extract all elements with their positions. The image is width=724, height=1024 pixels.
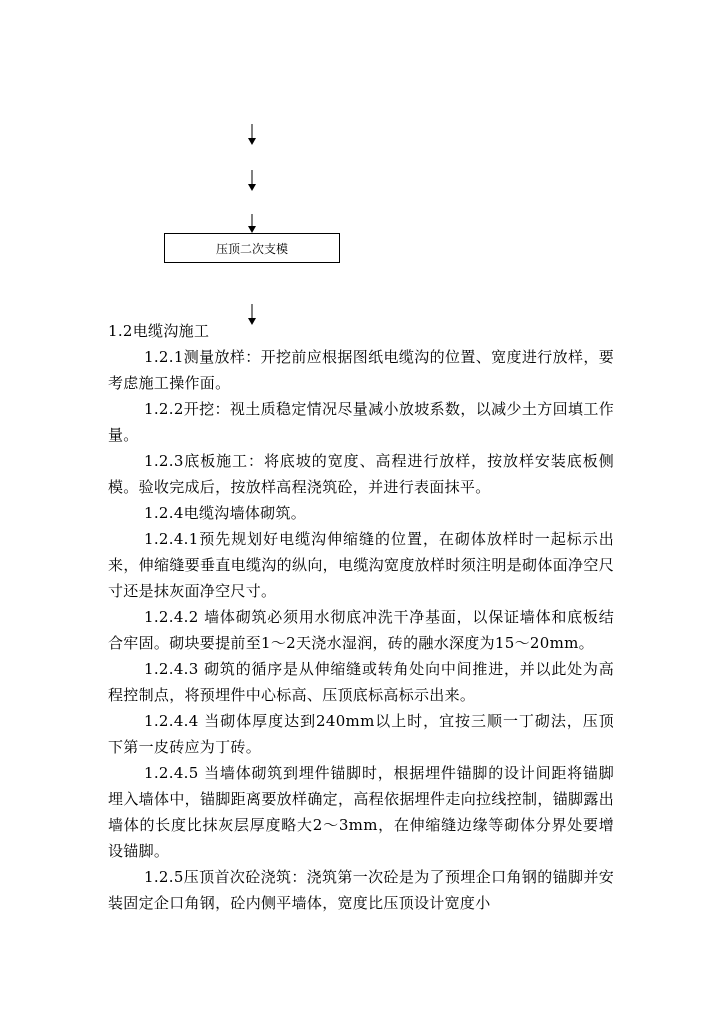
paragraph: 1.2.4.1预先规划好电缆沟伸缩缝的位置，在砌体放样时一起标示出来，伸缩缝要垂直电缆沟的纵向，电缆沟宽度放样时须注明是砌体面净空尺寸还是抹灰面净空尺寸。 [108, 530, 614, 600]
paragraph: 1.2.3底板施工：将底坡的宽度、高程进行放样，按放样安装底板侧模。验收完成后，按放样高程浇筑砼，并进行表面抹平。 [108, 452, 614, 496]
paragraph: 1.2.4.3 砌筑的循序是从伸缩缝或转角处向中间推进，并以此处为高程控制点，将预埋件中心标高、压顶底标高标示出来。 [108, 660, 614, 704]
section-heading: 1.2电缆沟施工 [108, 322, 210, 340]
paragraph: 1.2.4.2 墙体砌筑必须用水彻底冲洗干净基面，以保证墙体和底板结合牢固。砌块要提前至1～2天浇水湿润，砖的融水深度为15～20mm。 [108, 608, 614, 652]
flowchart-box [164, 233, 340, 263]
flow-arrow-down-icon [246, 214, 258, 234]
section-body [108, 318, 614, 916]
flowchart-box-label: 压顶二次支模 [215, 241, 288, 256]
paragraph: 1.2.4.5 当墙体砌筑到埋件锚脚时，根据埋件锚脚的设计间距将锚脚埋入墙体中，锚脚距离要放样确定，高程依据埋件走向拉线控制，锚脚露出墙体的长度比抹灰层厚度略大2～3mm，在伸缩缝边缘等砌体分界处要增设锚脚。 [108, 764, 614, 860]
flow-arrow-down-icon [246, 170, 258, 192]
paragraph: 1.2.4电缆沟墙体砌筑。 [144, 504, 307, 522]
paragraph: 1.2.1测量放样：开挖前应根据图纸电缆沟的位置、宽度进行放样，要考虑施工操作面。 [108, 348, 614, 392]
paragraph: 1.2.2开挖：视土质稳定情况尽量减小放坡系数，以减少土方回填工作量。 [108, 400, 614, 444]
flow-arrow-down-icon [246, 124, 258, 146]
paragraph: 1.2.4.4 当砌体厚度达到240mm以上时，宜按三顺一丁砌法，压顶下第一皮砖应为丁砖。 [108, 712, 614, 756]
paragraph: 1.2.5压顶首次砼浇筑：浇筑第一次砼是为了预埋企口角钢的锚脚并安装固定企口角钢，砼内侧平墙体，宽度比压顶设计宽度小 [108, 868, 614, 912]
